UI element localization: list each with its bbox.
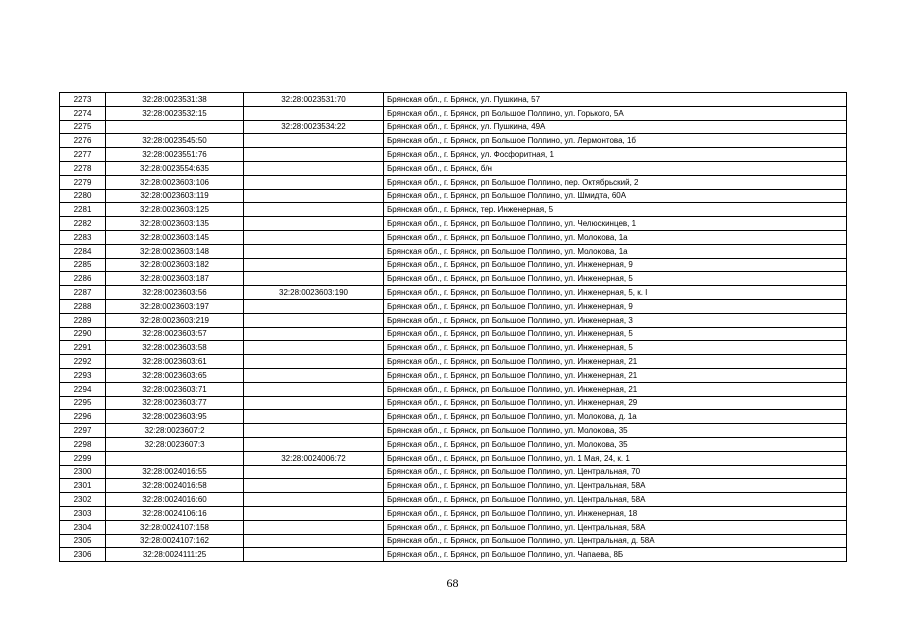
cadastral-number-cell: 32:28:0023603:145 [106,230,244,244]
table-row [60,437,847,451]
table-row [60,161,847,175]
address-cell: Брянская обл., г. Брянск, рп Большое Полпино, ул. Центральная, 58А [384,493,847,507]
building-cadastral-number-cell [244,258,384,272]
cadastral-number-cell: 32:28:0023603:58 [106,341,244,355]
building-cadastral-number-cell [244,134,384,148]
building-cadastral-number-cell [244,465,384,479]
row-number-cell: 2283 [60,230,106,244]
row-number-cell: 2281 [60,203,106,217]
table-row [60,120,847,134]
cadastral-number-cell: 32:28:0023603:106 [106,175,244,189]
building-cadastral-number-cell [244,437,384,451]
address-cell: Брянская обл., г. Брянск, рп Большое Полпино, ул. Молокова, 35 [384,437,847,451]
table-row [60,272,847,286]
row-number-cell: 2292 [60,355,106,369]
address-cell: Брянская обл., г. Брянск, рп Большое Полпино, ул. Молокова, 35 [384,424,847,438]
address-cell: Брянская обл., г. Брянск, рп Большое Полпино, ул. Центральная, 58А [384,520,847,534]
row-number-cell: 2304 [60,520,106,534]
row-number-cell: 2302 [60,493,106,507]
row-number-cell: 2287 [60,286,106,300]
table-row [60,134,847,148]
cadastral-number-cell: 32:28:0023603:187 [106,272,244,286]
row-number-cell: 2278 [60,161,106,175]
address-cell: Брянская обл., г. Брянск, рп Большое Полпино, ул. Инженерная, 21 [384,368,847,382]
address-cell: Брянская обл., г. Брянск, рп Большое Полпино, ул. Центральная, 58А [384,479,847,493]
cadastral-number-cell: 32:28:0023603:57 [106,327,244,341]
cadastral-number-cell: 32:28:0024016:55 [106,465,244,479]
building-cadastral-number-cell [244,382,384,396]
building-cadastral-number-cell: 32:28:0023603:190 [244,286,384,300]
building-cadastral-number-cell [244,341,384,355]
building-cadastral-number-cell [244,548,384,562]
row-number-cell: 2296 [60,410,106,424]
cadastral-number-cell: 32:28:0023603:71 [106,382,244,396]
cadastral-number-cell: 32:28:0023603:61 [106,355,244,369]
row-number-cell: 2290 [60,327,106,341]
page-number: 68 [446,576,459,590]
row-number-cell: 2284 [60,244,106,258]
cadastral-number-cell [106,451,244,465]
cadastral-number-cell: 32:28:0023551:76 [106,148,244,162]
cadastral-number-cell [106,120,244,134]
table-row [60,424,847,438]
address-cell: Брянская обл., г. Брянск, рп Большое Полпино, ул. Инженерная, 9 [384,258,847,272]
row-number-cell: 2279 [60,175,106,189]
table-row [60,410,847,424]
address-cell: Брянская обл., г. Брянск, рп Большое Полпино, ул. Инженерная, 21 [384,382,847,396]
table-row [60,493,847,507]
row-number-cell: 2301 [60,479,106,493]
table-row [60,548,847,562]
cadastral-number-cell: 32:28:0023531:38 [106,93,244,107]
address-cell: Брянская обл., г. Брянск, рп Большое Полпино, ул. Шмидта, 60А [384,189,847,203]
row-number-cell: 2274 [60,106,106,120]
table-row [60,313,847,327]
cadastral-number-cell: 32:28:0024107:162 [106,534,244,548]
row-number-cell: 2306 [60,548,106,562]
cadastral-number-cell: 32:28:0023603:135 [106,217,244,231]
cadastral-number-cell: 32:28:0023607:2 [106,424,244,438]
address-cell: Брянская обл., г. Брянск, ул. Фосфоритная, 1 [384,148,847,162]
building-cadastral-number-cell: 32:28:0024006:72 [244,451,384,465]
building-cadastral-number-cell [244,106,384,120]
table-row [60,520,847,534]
address-cell: Брянская обл., г. Брянск, рп Большое Полпино, ул. Челюскинцев, 1 [384,217,847,231]
cadastral-number-cell: 32:28:0023603:197 [106,299,244,313]
table-row [60,506,847,520]
cadastral-number-cell: 32:28:0023545:50 [106,134,244,148]
building-cadastral-number-cell [244,493,384,507]
cadastral-number-cell: 32:28:0023603:148 [106,244,244,258]
table-row [60,479,847,493]
building-cadastral-number-cell [244,203,384,217]
row-number-cell: 2297 [60,424,106,438]
building-cadastral-number-cell [244,355,384,369]
table-row [60,175,847,189]
address-cell: Брянская обл., г. Брянск, рп Большое Полпино, ул. Молокова, 1а [384,230,847,244]
cadastral-number-cell: 32:28:0024106:16 [106,506,244,520]
row-number-cell: 2282 [60,217,106,231]
cadastral-number-cell: 32:28:0024016:58 [106,479,244,493]
cadastral-number-cell: 32:28:0023532:15 [106,106,244,120]
building-cadastral-number-cell [244,313,384,327]
row-number-cell: 2273 [60,93,106,107]
table-row [60,217,847,231]
row-number-cell: 2291 [60,341,106,355]
row-number-cell: 2293 [60,368,106,382]
building-cadastral-number-cell [244,479,384,493]
cadastral-number-cell: 32:28:0023603:125 [106,203,244,217]
table-row [60,230,847,244]
address-cell: Брянская обл., г. Брянск, рп Большое Полпино, ул. 1 Мая, 24, к. 1 [384,451,847,465]
cadastral-number-cell: 32:28:0023603:95 [106,410,244,424]
cadastral-number-cell: 32:28:0023603:219 [106,313,244,327]
building-cadastral-number-cell [244,189,384,203]
address-cell: Брянская обл., г. Брянск, рп Большое Полпино, пер. Октябрьский, 2 [384,175,847,189]
building-cadastral-number-cell [244,272,384,286]
row-number-cell: 2294 [60,382,106,396]
address-cell: Брянская обл., г. Брянск, рп Большое Полпино, ул. Инженерная, 29 [384,396,847,410]
address-cell: Брянская обл., г. Брянск, ул. Пушкина, 49А [384,120,847,134]
table-row [60,368,847,382]
row-number-cell: 2276 [60,134,106,148]
address-cell: Брянская обл., г. Брянск, рп Большое Полпино, ул. Инженерная, 5 [384,327,847,341]
building-cadastral-number-cell [244,396,384,410]
row-number-cell: 2295 [60,396,106,410]
table-row [60,465,847,479]
address-cell: Брянская обл., г. Брянск, рп Большое Полпино, ул. Инженерная, 5 [384,341,847,355]
row-number-cell: 2298 [60,437,106,451]
address-cell: Брянская обл., г. Брянск, рп Большое Полпино, ул. Инженерная, 9 [384,299,847,313]
table-row [60,93,847,107]
row-number-cell: 2300 [60,465,106,479]
table-row [60,534,847,548]
address-cell: Брянская обл., г. Брянск, ул. Пушкина, 57 [384,93,847,107]
address-cell: Брянская обл., г. Брянск, рп Большое Полпино, ул. Инженерная, 5, к. I [384,286,847,300]
registry-table-body [60,93,847,562]
address-cell: Брянская обл., г. Брянск, рп Большое Полпино, ул. Чапаева, 8Б [384,548,847,562]
table-row [60,341,847,355]
registry-table [59,92,847,562]
row-number-cell: 2303 [60,506,106,520]
cadastral-number-cell: 32:28:0023603:65 [106,368,244,382]
row-number-cell: 2289 [60,313,106,327]
table-row [60,258,847,272]
address-cell: Брянская обл., г. Брянск, рп Большое Полпино, ул. Центральная, 70 [384,465,847,479]
cadastral-number-cell: 32:28:0024111:25 [106,548,244,562]
building-cadastral-number-cell [244,520,384,534]
row-number-cell: 2277 [60,148,106,162]
building-cadastral-number-cell [244,217,384,231]
row-number-cell: 2288 [60,299,106,313]
building-cadastral-number-cell [244,148,384,162]
table-row [60,244,847,258]
building-cadastral-number-cell [244,424,384,438]
address-cell: Брянская обл., г. Брянск, тер. Инженерная, 5 [384,203,847,217]
cadastral-number-cell: 32:28:0023607:3 [106,437,244,451]
address-cell: Брянская обл., г. Брянск, рп Большое Полпино, ул. Молокова, 1а [384,244,847,258]
address-cell: Брянская обл., г. Брянск, рп Большое Полпино, ул. Лермонтова, 1б [384,134,847,148]
table-row [60,299,847,313]
cadastral-number-cell: 32:28:0023603:119 [106,189,244,203]
cadastral-number-cell: 32:28:0023554:635 [106,161,244,175]
row-number-cell: 2299 [60,451,106,465]
table-row [60,451,847,465]
row-number-cell: 2286 [60,272,106,286]
building-cadastral-number-cell [244,175,384,189]
table-row [60,355,847,369]
address-cell: Брянская обл., г. Брянск, рп Большое Полпино, ул. Центральная, д. 58А [384,534,847,548]
building-cadastral-number-cell [244,506,384,520]
address-cell: Брянская обл., г. Брянск, рп Большое Полпино, ул. Инженерная, 3 [384,313,847,327]
address-cell: Брянская обл., г. Брянск, рп Большое Полпино, ул. Инженерная, 21 [384,355,847,369]
address-cell: Брянская обл., г. Брянск, рп Большое Полпино, ул. Горького, 5А [384,106,847,120]
table-row [60,382,847,396]
table-row [60,106,847,120]
cadastral-number-cell: 32:28:0023603:56 [106,286,244,300]
cadastral-number-cell: 32:28:0024107:158 [106,520,244,534]
table-row [60,396,847,410]
address-cell: Брянская обл., г. Брянск, б/н [384,161,847,175]
cadastral-number-cell: 32:28:0023603:182 [106,258,244,272]
cadastral-number-cell: 32:28:0024016:60 [106,493,244,507]
row-number-cell: 2275 [60,120,106,134]
building-cadastral-number-cell [244,327,384,341]
building-cadastral-number-cell [244,299,384,313]
building-cadastral-number-cell [244,410,384,424]
building-cadastral-number-cell [244,368,384,382]
building-cadastral-number-cell [244,230,384,244]
building-cadastral-number-cell [244,534,384,548]
row-number-cell: 2285 [60,258,106,272]
table-row [60,189,847,203]
table-row [60,148,847,162]
table-row [60,203,847,217]
address-cell: Брянская обл., г. Брянск, рп Большое Полпино, ул. Молокова, д. 1а [384,410,847,424]
row-number-cell: 2280 [60,189,106,203]
building-cadastral-number-cell: 32:28:0023531:70 [244,93,384,107]
building-cadastral-number-cell [244,161,384,175]
address-cell: Брянская обл., г. Брянск, рп Большое Полпино, ул. Инженерная, 5 [384,272,847,286]
table-row [60,286,847,300]
table-row [60,327,847,341]
building-cadastral-number-cell [244,244,384,258]
row-number-cell: 2305 [60,534,106,548]
cadastral-number-cell: 32:28:0023603:77 [106,396,244,410]
building-cadastral-number-cell: 32:28:0023534:22 [244,120,384,134]
address-cell: Брянская обл., г. Брянск, рп Большое Полпино, ул. Инженерная, 18 [384,506,847,520]
